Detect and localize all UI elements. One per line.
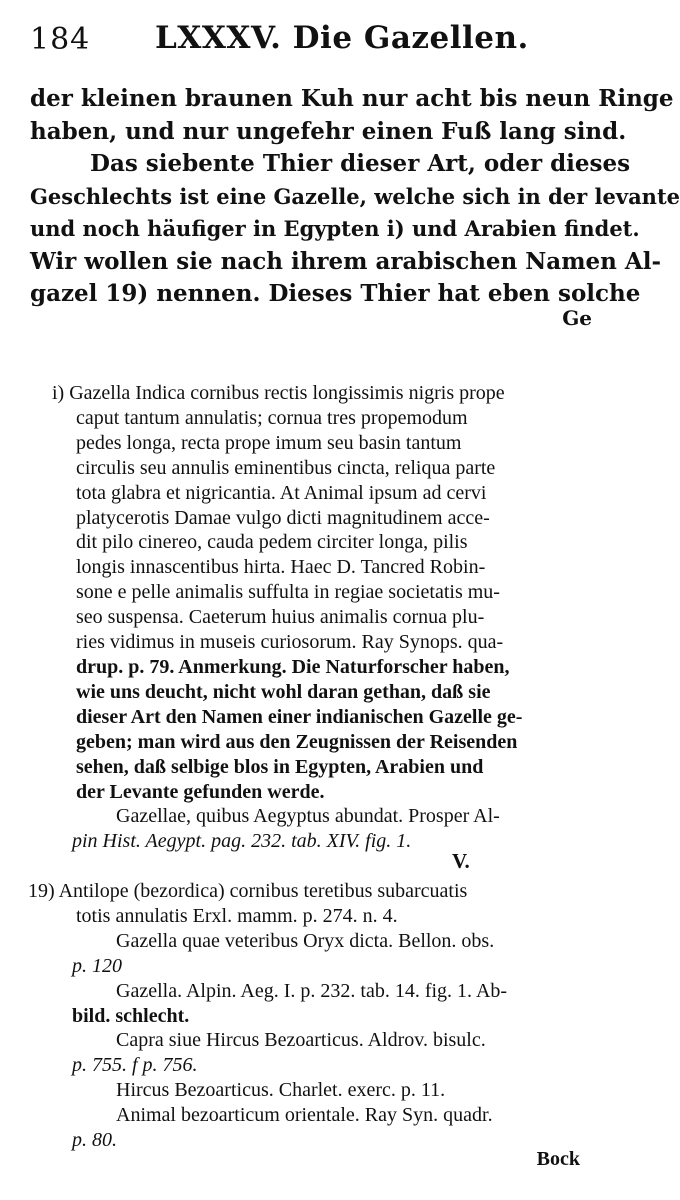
main-text: [30, 83, 680, 311]
footnote-line: p. 120: [72, 954, 122, 977]
body-line: Geschlechts ist eine Gazelle, welche sich in der levante: [30, 183, 680, 209]
footnote-text: Gazella Indica cornibus rectis longissimis nigris prope: [69, 382, 505, 404]
footnote-line: totis annulatis Erxl. mamm. p. 274. n. 4.: [76, 904, 398, 927]
footnote-line: [18, 381, 588, 406]
footnote-line: pedes longa, recta prope imum seu basin tantum: [76, 431, 462, 454]
footnote-line: geben; man wird aus den Zeugnissen der Reisenden: [76, 730, 518, 753]
footnote-line: der Levante gefunden werde.: [76, 780, 325, 803]
footnote-line: caput tantum annulatis; cornua tres propemodum: [76, 406, 468, 429]
footnote-line: Gazellae, quibus Aegyptus abundat. Prosper Al-: [116, 805, 500, 828]
running-header: [0, 18, 604, 68]
body-line: Wir wollen sie nach ihrem arabischen Namen Al-: [30, 247, 662, 275]
catchword: Ge: [562, 306, 592, 330]
footnote-line: dieser Art den Namen einer indianischen Gazelle ge-: [76, 705, 523, 728]
footnote-line: tota glabra et nigricantia. At Animal ipsum ad cervi: [76, 481, 487, 504]
signature-mark: V.: [452, 849, 470, 873]
footnote-line: ries vidimus in museis curiosorum. Ray Synops. qua-: [76, 631, 504, 654]
footnote-marker: i): [52, 382, 65, 404]
body-line: haben, und nur ungefehr einen Fuß lang sind.: [30, 117, 627, 145]
footnote-line: longis innascentibus hirta. Haec D. Tancred Robin-: [76, 556, 486, 579]
footnote-line: Gazella quae veteribus Oryx dicta. Bellon. obs.: [116, 929, 495, 952]
footnote-line: bild. schlecht.: [72, 1004, 190, 1027]
footnote-line: sone e pelle animalis suffulta in regiae societatis mu-: [76, 581, 500, 604]
footnote-line: pin Hist. Aegypt. pag. 232. tab. XIV. fig. 1.: [72, 830, 412, 853]
footnote-marker: 19): [28, 880, 55, 902]
footnote-line: circulis seu annulis eminentibus cincta, reliqua parte: [76, 456, 496, 479]
body-line: und noch häufiger in Egypten i) und Arabien findet.: [30, 216, 640, 241]
footnote-text: Antilope (bezordica) cornibus teretibus subarcuatis: [58, 880, 468, 902]
body-line: Das siebente Thier dieser Art, oder dieses: [90, 150, 631, 177]
footnote-line: Hircus Bezoarticus. Charlet. exerc. p. 11.: [116, 1079, 446, 1102]
catchword: Bock: [536, 1148, 580, 1170]
footnote-line: platycerotis Damae vulgo dicti magnitudinem acce-: [76, 506, 490, 529]
body-line: gazel 19) nennen. Dieses Thier hat eben solche: [30, 280, 641, 307]
footnote-19: [18, 879, 588, 1153]
chapter-title: LXXXV. Die Gazellen.: [155, 20, 529, 56]
footnote-line: dit pilo cinereo, cauda pedem circiter longa, pilis: [76, 531, 468, 554]
footnote-line: drup. p. 79. Anmerkung. Die Naturforscher haben,: [76, 655, 510, 678]
footnote-line: Gazella. Alpin. Aeg. I. p. 232. tab. 14. fig. 1. Ab-: [116, 979, 508, 1002]
footnote-line: p. 80.: [72, 1129, 117, 1152]
footnote-line: sehen, daß selbige blos in Egypten, Arabien und: [76, 755, 484, 778]
footnote-line: wie uns deucht, nicht wohl daran gethan, daß sie: [76, 680, 491, 703]
body-line: der kleinen braunen Kuh nur acht bis neun Ringe: [30, 85, 674, 112]
page-number: 184: [30, 22, 91, 57]
footnote-i: [18, 381, 588, 854]
footnote-line: p. 755. f p. 756.: [72, 1054, 198, 1077]
footnote-line: Animal bezoarticum orientale. Ray Syn. quadr.: [116, 1104, 493, 1127]
footnote-line: Capra siue Hircus Bezoarticus. Aldrov. bisulc.: [116, 1029, 486, 1052]
footnote-line: seo suspensa. Caeterum huius animalis cornua plu-: [76, 606, 485, 629]
footnote-line: [18, 879, 588, 904]
